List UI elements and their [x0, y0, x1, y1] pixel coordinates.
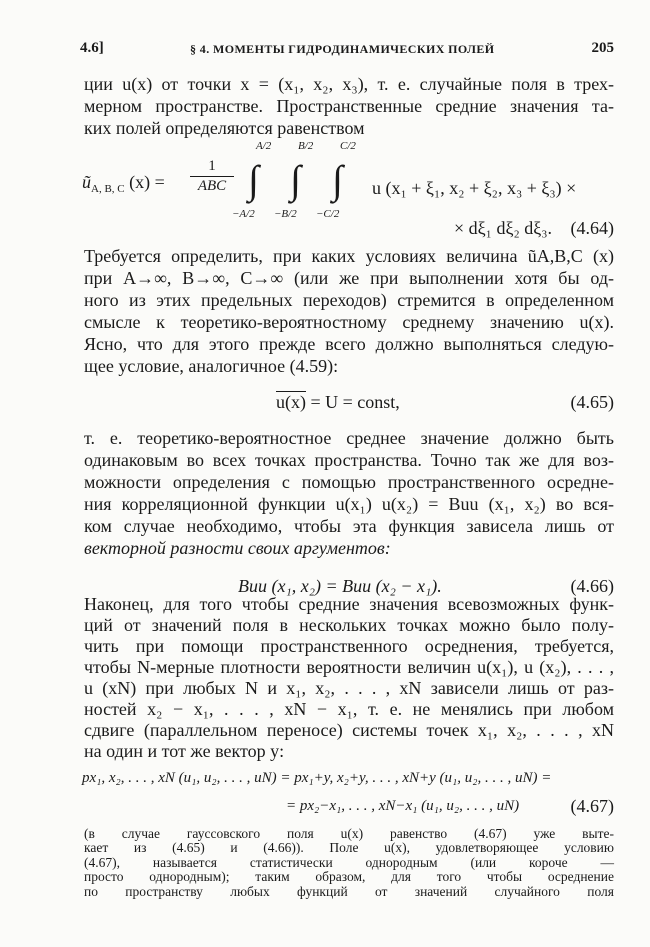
integral-sign: ∫ [290, 157, 301, 202]
running-title: § 4. МОМЕНТЫ ГИДРОДИНАМИЧЕСКИХ ПОЛЕЙ [190, 42, 495, 56]
text-line: ких полей определяются равенством [84, 118, 365, 138]
text-line: (4.67), называется статистически однородным (или короче — [84, 854, 614, 870]
text-line: ного из этих предельных переходов) стремится в определенном [84, 290, 614, 310]
eq-rhs: = U = const, [310, 392, 400, 412]
text-line: Наконец, для того чтобы средние значения всевозможных функ- [84, 594, 614, 614]
integral-sign: ∫ [332, 157, 343, 202]
text-line: можности определения с помощью пространственного осредне- [84, 472, 614, 492]
eq-body: Buu (x₁, x₂) = Buu (x₂ − x₁). [238, 576, 442, 596]
integral-sign: ∫ [248, 157, 259, 202]
equation-number: (4.65) [570, 392, 614, 412]
integrand: u (x₁ + ξ₁, x₂ + ξ₂, x₃ + ξ₃) × [372, 178, 577, 198]
text-line: ций от значений поля в нескольких точках можно было полу- [84, 615, 614, 635]
fraction [190, 158, 234, 195]
differentials: × dξ₁ dξ₂ dξ₃. [454, 218, 553, 238]
equation-number: (4.64) [570, 218, 614, 238]
text-line: на один и тот же вектор y: [84, 741, 285, 761]
eq-lhs-subscript: A, B, C [91, 183, 125, 195]
text-line: ния корреляционной функции u(x₁) u(x₂) = Buu (x₁, x₂) во вся- [84, 494, 614, 514]
integral-upper-limit: B/2 [298, 140, 314, 152]
text-line: мерном пространстве. Пространственные средние значения та- [84, 96, 614, 116]
section-ref: 4.6] [80, 40, 104, 56]
text-line: сдвиге (параллельном переносе) системы точек x₁, x₂, . . . , xN [84, 720, 614, 740]
text-line: щее условие, аналогичное (4.59): [84, 356, 339, 376]
text-line: ции u(x) от точки x = (x₁, x₂, x₃), т. е. случайные поля в трех- [84, 74, 614, 94]
text-line: просто однородным); таким образом, для того чтобы осреднение [84, 869, 614, 885]
text-line: (в случае гауссовского поля u(x) равенство (4.67) уже выте- [84, 826, 614, 841]
equation-number: (4.66) [570, 576, 614, 596]
fraction-numerator: 1 [208, 158, 216, 174]
integral-lower-limit: −C/2 [316, 208, 340, 220]
text-line: кает из (4.65) и (4.66)). Поле u(x), удовлетворяющее условию [84, 840, 614, 856]
eq-line-2: = px₂−x₁, . . . , xN−x₁ (u₁, u₂, . . . , uN) [286, 798, 520, 814]
eq-lhs-symbol: ũ [82, 172, 91, 192]
text-line: одинаковым во всех точках пространства. Точно так же для воз- [84, 450, 614, 470]
text-line: чить при помощи пространственного осреднения, требуется, [84, 636, 614, 656]
text-line: по пространству любых функций от значений случайного поля [84, 883, 614, 899]
fraction-denominator: ABC [197, 178, 227, 194]
integral-upper-limit: C/2 [340, 140, 356, 152]
text-line: ком случае необходимо, чтобы эта функция зависела лишь от [84, 516, 614, 536]
text-line: ностей x₂ − x₁, . . . , xN − x₁, т. е. не менялись при любом [84, 699, 614, 719]
page-number: 205 [591, 40, 614, 56]
text-line: векторной разности своих аргументов: [84, 538, 391, 558]
text-line: Требуется определить, при каких условиях величина ũA,B,C (x) [84, 246, 614, 266]
eq-lhs-argument: (x) = [129, 172, 165, 192]
integral-lower-limit: −B/2 [274, 208, 297, 220]
integral-upper-limit: A/2 [256, 140, 272, 152]
text-line: при A→∞, B→∞, C→∞ (или же при выполнении хотя бы од- [84, 268, 614, 288]
text-line: Ясно, что для этого прежде всего должно выполняться следую- [84, 334, 614, 354]
integral-lower-limit: −A/2 [232, 208, 255, 220]
running-header [80, 40, 614, 64]
equation-number: (4.67) [570, 796, 614, 816]
mean-value: u(x) [276, 392, 306, 412]
text-line: смысле к теоретико-вероятностному среднему значению u(x). [84, 312, 614, 332]
text-line: u (xN) при любых N и x₁, x₂, . . . , xN зависели лишь от раз- [84, 678, 614, 698]
eq-line-1: px₁, x₂, . . . , xN (u₁, u₂, . . . , uN) = px₁+y, x₂+y, . . . , xN+y (u₁, u₂, . . . , uN) = [82, 770, 552, 786]
text-line: т. е. теоретико-вероятностное среднее значение должно быть [84, 428, 614, 448]
text-line: чтобы N-мерные плотности вероятности величин u(x₁), u (x₂), . . . , [84, 657, 614, 677]
